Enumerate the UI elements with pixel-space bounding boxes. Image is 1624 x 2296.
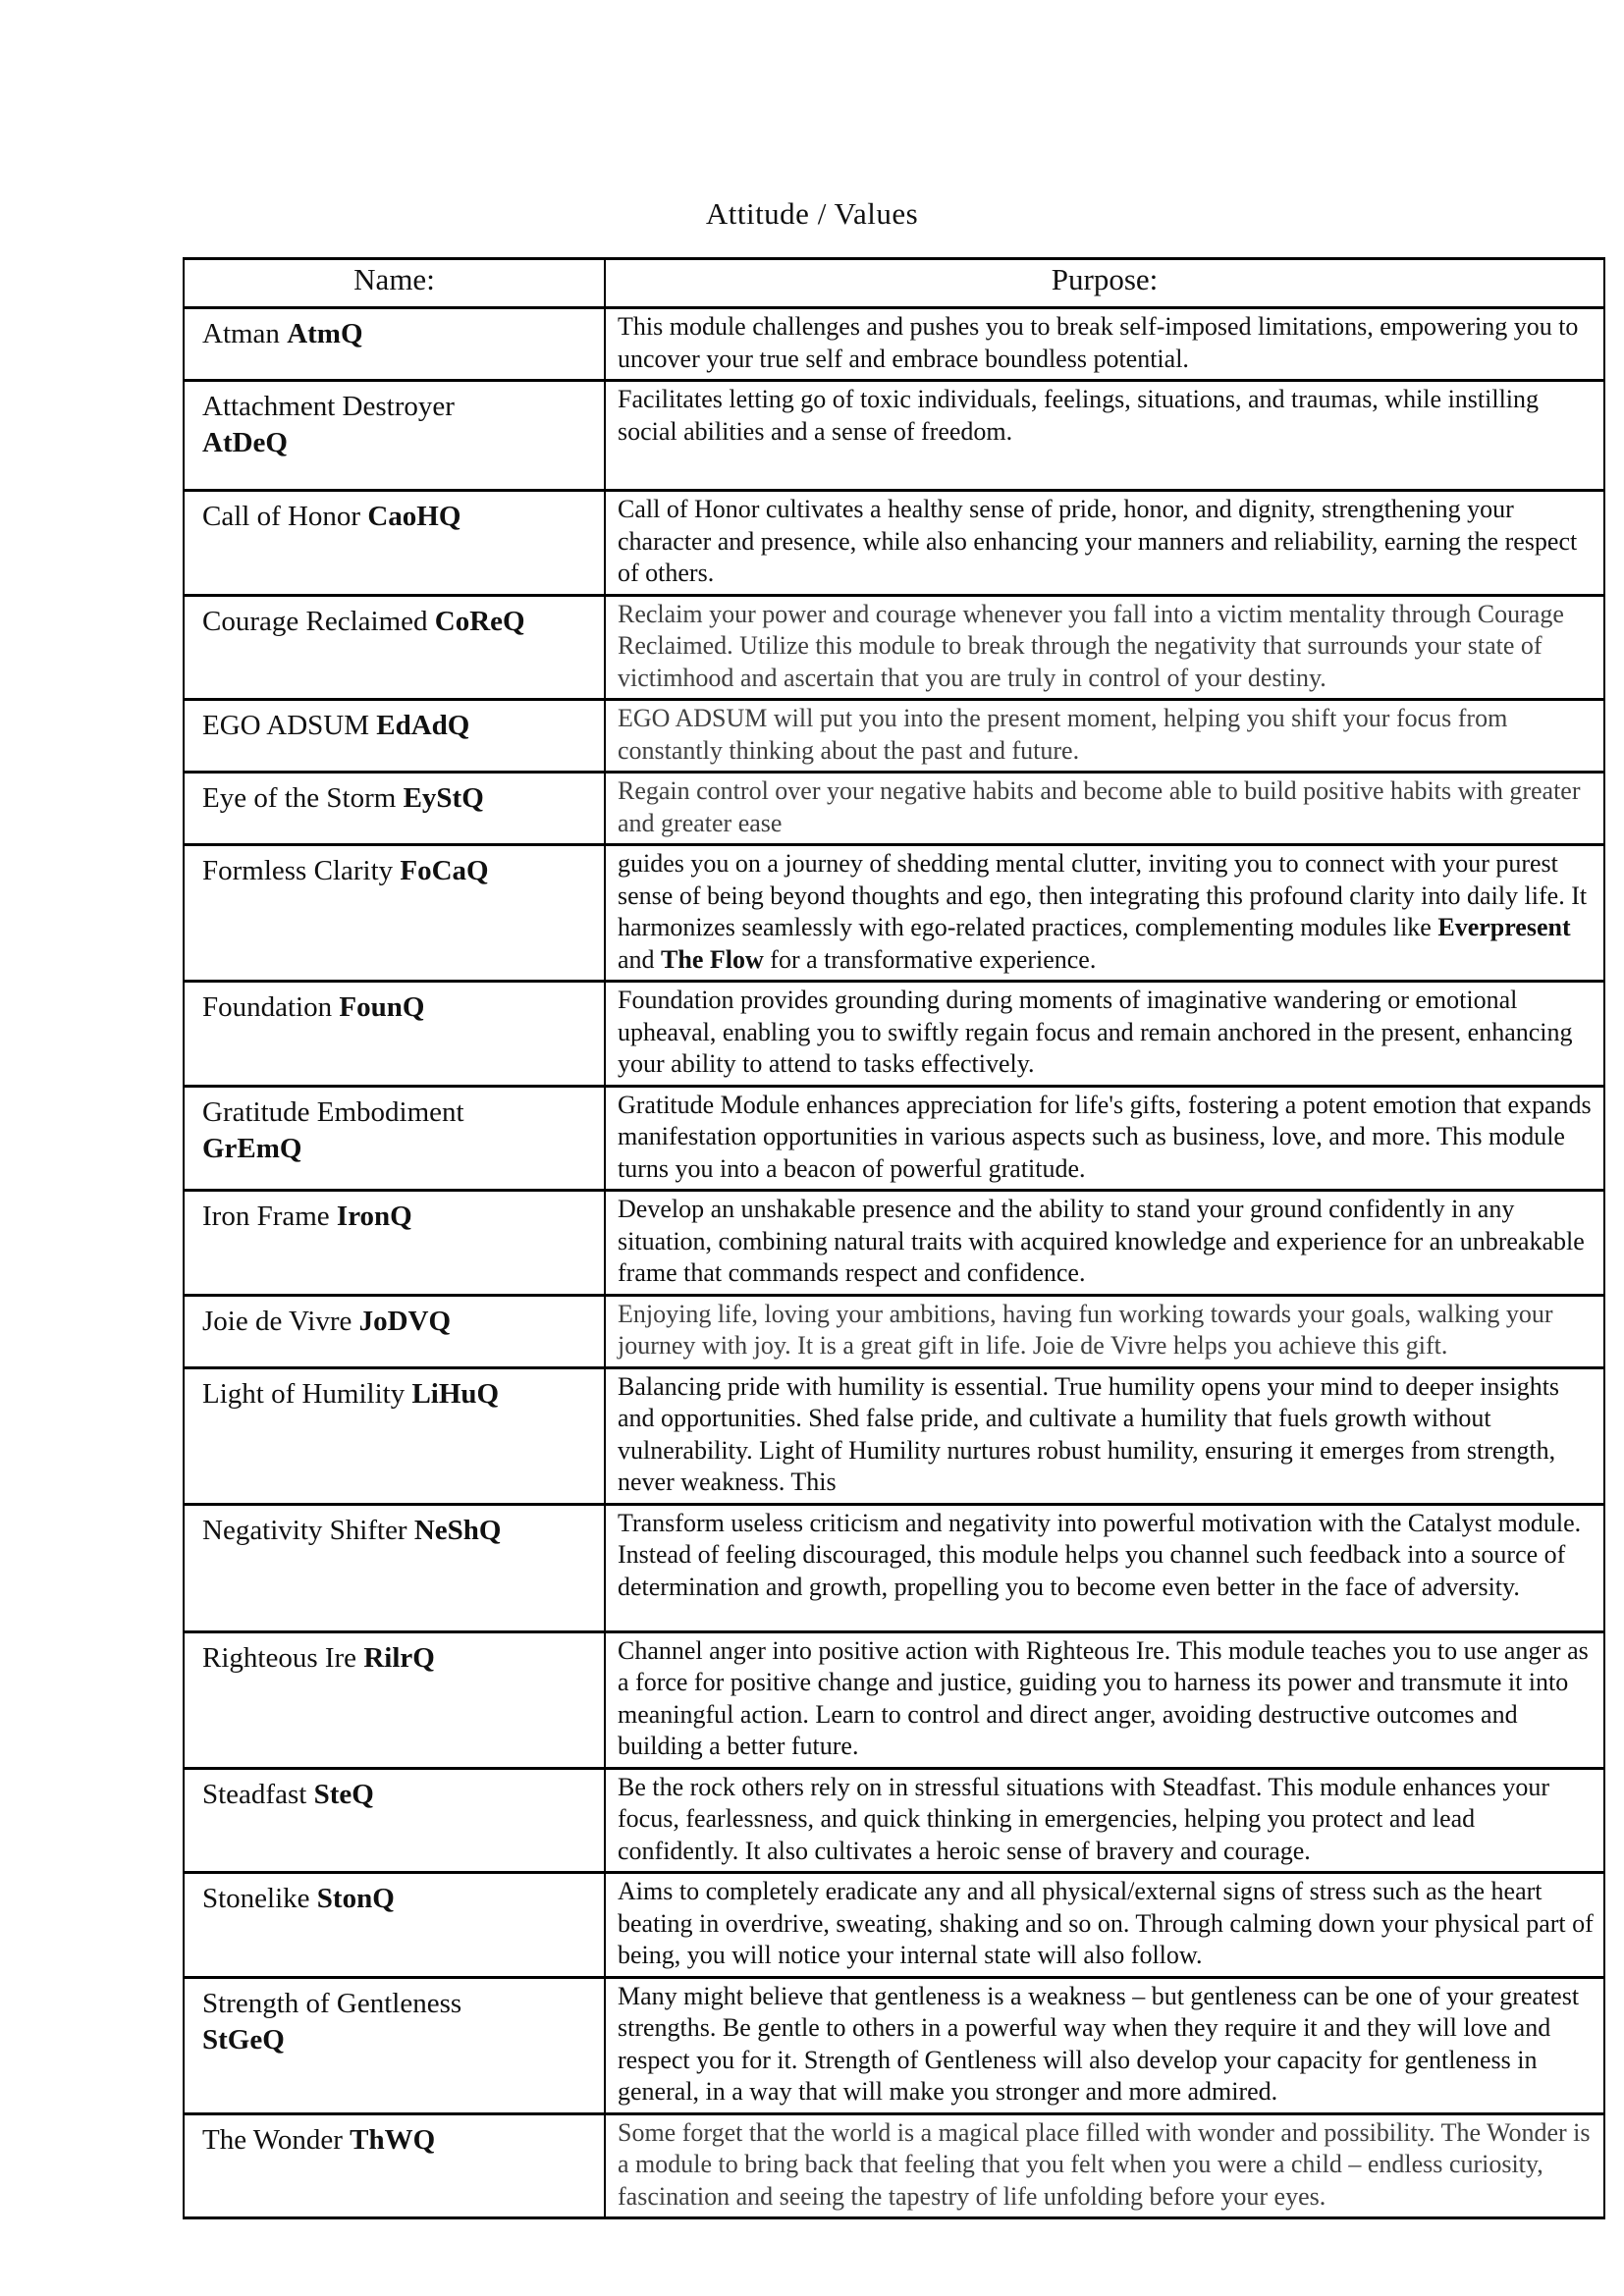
module-name: Atman — [202, 318, 280, 349]
module-name-cell — [184, 2113, 605, 2218]
module-name: Strength of Gentleness — [202, 1987, 462, 2019]
module-purpose-cell — [605, 1631, 1604, 1768]
module-code: SteQ — [313, 1778, 374, 1810]
module-code: StonQ — [316, 1883, 395, 1914]
module-code: NeShQ — [413, 1514, 502, 1546]
module-purpose-text: Gratitude Module enhances appreciation for life's gifts, fostering a potent emotion that expands manifestation opportunities in various aspects such as business, love, and more. This module turns you into a beacon of powerful gratitude. — [618, 1090, 1592, 1183]
module-name-cell — [184, 1873, 605, 1978]
module-purpose-cell — [605, 845, 1604, 982]
module-purpose-cell — [605, 1504, 1604, 1631]
module-purpose-text: Be the rock others rely on in stressful situations with Steadfast. This module enhances your focus, fearlessness, and quick thinking in emergencies, helping you protect and lead confidently. It also cultivates a heroic sense of bravery and courage. — [618, 1772, 1550, 1865]
module-purpose-cell — [605, 1086, 1604, 1191]
modules-table-body — [184, 308, 1604, 2218]
module-purpose-cell — [605, 2113, 1604, 2218]
module-name: Call of Honor — [202, 501, 361, 532]
module-name: Steadfast — [202, 1778, 307, 1810]
module-name-cell — [184, 1191, 605, 1296]
purpose-text-segment: for a transformative experience. — [763, 944, 1097, 974]
module-code: EyStQ — [403, 782, 484, 814]
module-name: The Wonder — [202, 2123, 343, 2156]
module-purpose-cell — [605, 773, 1604, 845]
module-purpose-cell — [605, 1873, 1604, 1978]
module-name: Light of Humility — [202, 1377, 406, 1410]
module-name: Eye of the Storm — [202, 782, 397, 814]
table-row — [184, 982, 1604, 1087]
module-code: FoCaQ — [400, 855, 489, 886]
module-code: AtmQ — [287, 318, 363, 349]
table-row — [184, 1367, 1604, 1504]
page-title: Attitude / Values — [705, 196, 919, 231]
module-purpose-text: Regain control over your negative habits and become able to build positive habits with greater and greater ease — [618, 776, 1581, 837]
module-purpose-text: Channel anger into positive action with Righteous Ire. This module teaches you to use anger as a force for positive change and justice, guiding you to harness its power and transmute it into meaningful action. Learn to control and direct anger, avoiding destructive outcomes and building a better future. — [618, 1635, 1589, 1760]
module-name-cell — [184, 1768, 605, 1873]
module-purpose-cell — [605, 700, 1604, 773]
module-code: CaoHQ — [367, 501, 461, 532]
module-name-cell — [184, 700, 605, 773]
module-code: FounQ — [339, 991, 425, 1023]
table-row — [184, 2113, 1604, 2218]
module-code: AtDeQ — [202, 427, 288, 458]
module-purpose-cell — [605, 982, 1604, 1087]
module-name-cell — [184, 595, 605, 700]
module-purpose-text: Reclaim your power and courage whenever you fall into a victim mentality through Courage Reclaimed. Utilize this module to break through the negativity that surrounds your state of victimhood and ascertain that you are truly in control of your destiny. — [618, 599, 1564, 692]
module-name: Gratitude Embodiment — [202, 1095, 464, 1128]
table-row — [184, 845, 1604, 982]
module-purpose-cell — [605, 1768, 1604, 1873]
modules-table — [183, 257, 1605, 2219]
purpose-column-header: Purpose: — [605, 259, 1604, 308]
module-name-cell — [184, 1295, 605, 1367]
purpose-bold-term: Everpresent — [1437, 913, 1571, 941]
module-code: ThWQ — [350, 2123, 436, 2156]
module-name: Attachment Destroyer — [202, 391, 455, 422]
module-purpose-text: Balancing pride with humility is essential. True humility opens your mind to deeper insights and opportunities. Shed false pride, and cultivate a humility that fuels growth without vulnerability. Light of Humility nurtures robust humility, ensuring it emerges from strength, never weakness. This — [618, 1371, 1560, 1496]
module-code: JoDVQ — [358, 1305, 452, 1337]
table-row — [184, 308, 1604, 381]
table-row — [184, 1768, 1604, 1873]
purpose-text-segment: and — [618, 944, 662, 974]
module-purpose-text: EGO ADSUM will put you into the present moment, helping you shift your focus from constantly thinking about the past and future. — [618, 704, 1508, 765]
module-name-cell — [184, 1086, 605, 1191]
module-purpose-cell — [605, 1367, 1604, 1504]
module-purpose-cell — [605, 1295, 1604, 1367]
module-purpose-text: Aims to completely eradicate any and all physical/external signs of stress such as the heart beating in overdrive, sweating, shaking and so on. Through calming down your physical part of being, you will notice your internal state will also follow. — [618, 1877, 1594, 1969]
purpose-text-segment: guides you on a journey of shedding mental clutter, inviting you to connect with your purest sense of being beyond thoughts and ego, then integrating this profound clarity into daily life. It harmonizes seamlessly with ego-related practices, complementing modules like — [618, 849, 1588, 941]
module-code: StGeQ — [202, 2023, 285, 2056]
module-purpose-text: Facilitates letting go of toxic individuals, feelings, situations, and traumas, while instilling social abilities and a sense of freedom. — [618, 385, 1540, 446]
module-name-cell — [184, 1631, 605, 1768]
module-name: Courage Reclaimed — [202, 605, 428, 637]
module-name-cell — [184, 845, 605, 982]
module-name: EGO ADSUM — [202, 710, 369, 741]
purpose-bold-term: The Flow — [661, 944, 764, 974]
module-name: Righteous Ire — [202, 1641, 357, 1674]
module-purpose-text: This module challenges and pushes you to break self-imposed limitations, empowering you to uncover your true self and embrace boundless potential. — [618, 312, 1579, 373]
module-name: Joie de Vivre — [202, 1305, 352, 1337]
module-name: Foundation — [202, 991, 333, 1023]
module-name-cell — [184, 308, 605, 381]
module-code: GrEmQ — [202, 1132, 302, 1164]
module-purpose-cell — [605, 1977, 1604, 2113]
table-row — [184, 381, 1604, 491]
module-purpose-text: Develop an unshakable presence and the ability to stand your ground confidently in any situation, combining natural traits with acquired knowledge and experience for an unbreakable frame that commands respect and confidence. — [618, 1195, 1585, 1287]
module-purpose-cell — [605, 1191, 1604, 1296]
module-code: RilrQ — [363, 1641, 435, 1674]
module-code: CoReQ — [434, 605, 525, 637]
module-name-cell — [184, 491, 605, 596]
table-row — [184, 595, 1604, 700]
module-code: EdAdQ — [376, 710, 470, 741]
table-row — [184, 1977, 1604, 2113]
table-row — [184, 773, 1604, 845]
module-purpose-text: Enjoying life, loving your ambitions, having fun working towards your goals, walking your journey with joy. It is a great gift in life. Joie de Vivre helps you achieve this gift. — [618, 1299, 1553, 1360]
module-purpose-text: Some forget that the world is a magical place filled with wonder and possibility. The Wonder is a module to bring back that feeling that you felt when you were a child – endless curiosity, fascination and seeing the tapestry of life unfolding before your eyes. — [618, 2117, 1591, 2211]
table-row — [184, 1295, 1604, 1367]
module-name-cell — [184, 1504, 605, 1631]
module-purpose-text: Transform useless criticism and negativity into powerful motivation with the Catalyst module. Instead of feeling discouraged, this module helps you channel such feedback into a source of determination and growth, propelling you to become even better in the face of adversity. — [618, 1508, 1582, 1601]
table-row — [184, 1086, 1604, 1191]
module-name-cell — [184, 1977, 605, 2113]
name-column-header: Name: — [184, 259, 605, 308]
table-row — [184, 491, 1604, 596]
module-name-cell — [184, 381, 605, 491]
module-code: IronQ — [336, 1201, 412, 1232]
module-name-cell — [184, 982, 605, 1087]
module-name-cell — [184, 1367, 605, 1504]
module-name: Stonelike — [202, 1883, 310, 1914]
module-purpose-cell — [605, 595, 1604, 700]
table-header-row — [184, 259, 1604, 308]
module-purpose-text: Call of Honor cultivates a healthy sense of pride, honor, and dignity, strengthening your character and presence, while also enhancing your manners and reliability, earning the respect of others. — [618, 495, 1578, 587]
module-name: Formless Clarity — [202, 855, 394, 886]
module-purpose-cell — [605, 381, 1604, 491]
table-row — [184, 1504, 1604, 1631]
table-row — [184, 700, 1604, 773]
module-name: Iron Frame — [202, 1201, 330, 1232]
module-purpose-cell — [605, 491, 1604, 596]
table-row — [184, 1631, 1604, 1768]
module-name: Negativity Shifter — [202, 1514, 407, 1546]
module-code: LiHuQ — [411, 1377, 500, 1410]
table-row — [184, 1191, 1604, 1296]
module-name-cell — [184, 773, 605, 845]
module-purpose-text: Many might believe that gentleness is a weakness – but gentleness can be one of your greatest strengths. Be gentle to others in a powerful way when they require it and they will love and respect you for it. Strength of Gentleness will also develop your capacity for gentleness in general, in a way that will make you stronger and more admired. — [618, 1981, 1580, 2106]
table-row — [184, 1873, 1604, 1978]
module-purpose-text: Foundation provides grounding during moments of imaginative wandering or emotional upheaval, enabling you to swiftly regain focus and remain anchored in the present, enhancing your ability to attend to tasks effectively. — [618, 986, 1573, 1078]
module-purpose-cell — [605, 308, 1604, 381]
